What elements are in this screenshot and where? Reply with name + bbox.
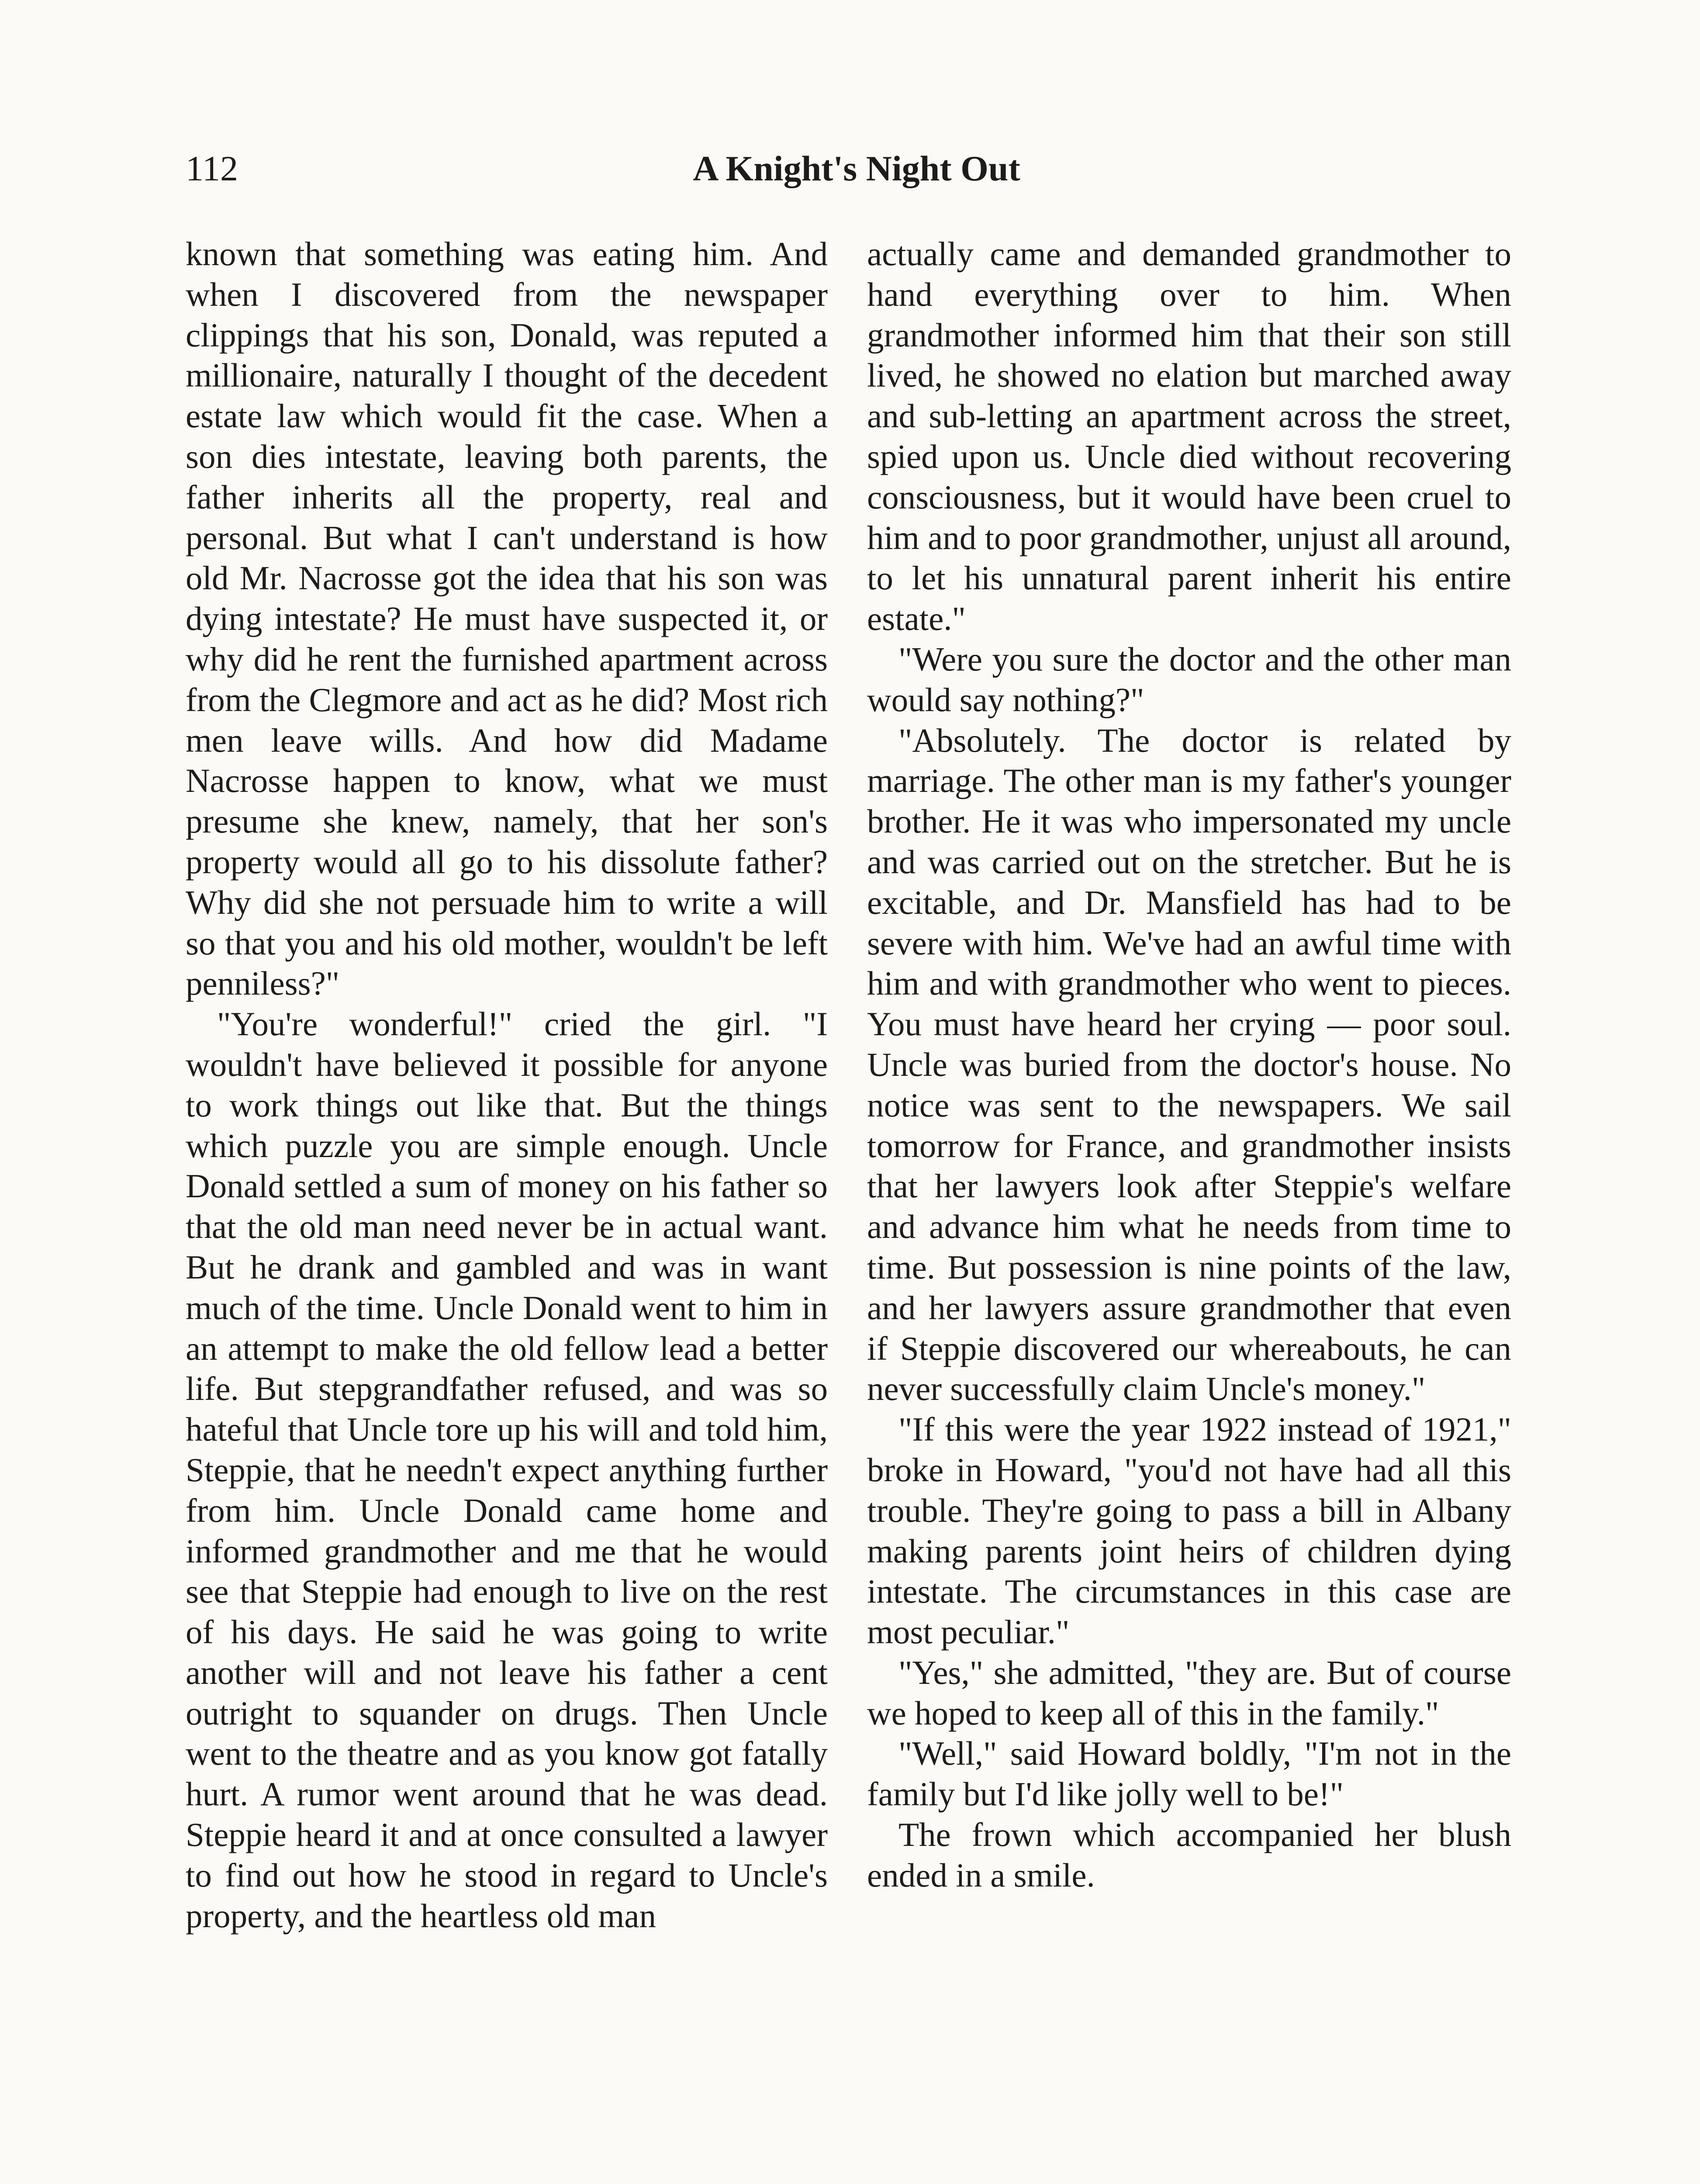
- paragraph: "If this were the year 1922 instead of 1921," broke in Howard, "you'd not have had all this trouble. They're going to pass a bill in Albany making parents joint heirs of children dying intestate. The circumstances in this case are most peculiar.": [867, 1410, 1511, 1651]
- text-column-right: [867, 234, 1511, 1896]
- paragraph: "Well," said Howard boldly, "I'm not in the family but I'd like jolly well to be!": [867, 1735, 1511, 1813]
- paragraph: known that something was eating him. And when I discovered from the newspaper clippings that his son, Donald, was reputed a millionaire, naturally I thought of the decedent estate law which would fit the case. When a son dies intestate, leaving both parents, the father inherits all the property, real and personal. But what I can't understand is how old Mr. Nacrosse got the idea that his son was dying intestate? He must have suspected it, or why did he rent the furnished apartment across from the Clegmore and act as he did? Most rich men leave wills. And how did Madame Nacrosse happen to know, what we must presume she knew, namely, that her son's property would all go to his dissolute father? Why did she not persuade him to write a will so that you and his old mother, wouldn't be left penniless?": [186, 235, 828, 1002]
- paragraph: "Yes," she admitted, "they are. But of course we hoped to keep all of this in the family.": [867, 1653, 1511, 1732]
- paragraph: "Were you sure the doctor and the other man would say nothing?": [867, 640, 1511, 719]
- text-column-left: [186, 234, 828, 1936]
- paragraph: actually came and demanded grandmother to hand everything over to him. When grandmother informed him that their son still lived, he showed no elation but marched away and sub-letting an apartment across the street, spied upon us. Uncle died without recovering consciousness, but it would have been cruel to him and to poor grandmother, unjust all around, to let his unnatural parent inherit his entire estate.": [867, 235, 1511, 638]
- paragraph: The frown which accompanied her blush ended in a smile.: [867, 1816, 1511, 1894]
- paragraph: "Absolutely. The doctor is related by marriage. The other man is my father's younger brother. He it was who impersonated my uncle and was carried out on the stretcher. But he is excitable, and Dr. Mansfield has had to be severe with him. We've had an awful time with him and with grandmother who went to pieces. You must have heard her crying — poor soul. Uncle was buried from the doctor's house. No notice was sent to the newspapers. We sail tomorrow for France, and grandmother insists that her lawyers look after Steppie's welfare and advance him what he needs from time to time. But possession is nine points of the law, and her lawyers assure grandmother that even if Steppie discovered our whereabouts, he can never successfully claim Uncle's money.": [867, 721, 1511, 1408]
- page-number: 112: [186, 149, 238, 188]
- paragraph: "You're wonderful!" cried the girl. "I wouldn't have believed it possible for anyone to work things out like that. But the things which puzzle you are simple enough. Uncle Donald settled a sum of money on his father so that the old man need never be in actual want. But he drank and gambled and was in want much of the time. Uncle Donald went to him in an attempt to make the old fellow lead a better life. But stepgrandfather refused, and was so hateful that Uncle tore up his will and told him, Steppie, that he needn't expect anything further from him. Uncle Donald came home and informed grandmother and me that he would see that Steppie had enough to live on the rest of his days. He said he was going to write another will and not leave his father a cent outright to squander on drugs. Then Uncle went to the theatre and as you know got fatally hurt. A rumor went around that he was dead. Steppie heard it and at once consulted a lawyer to find out how he stood in regard to Uncle's property, and the heartless old man: [186, 1005, 828, 1935]
- running-head: A Knight's Night Out: [693, 149, 1020, 188]
